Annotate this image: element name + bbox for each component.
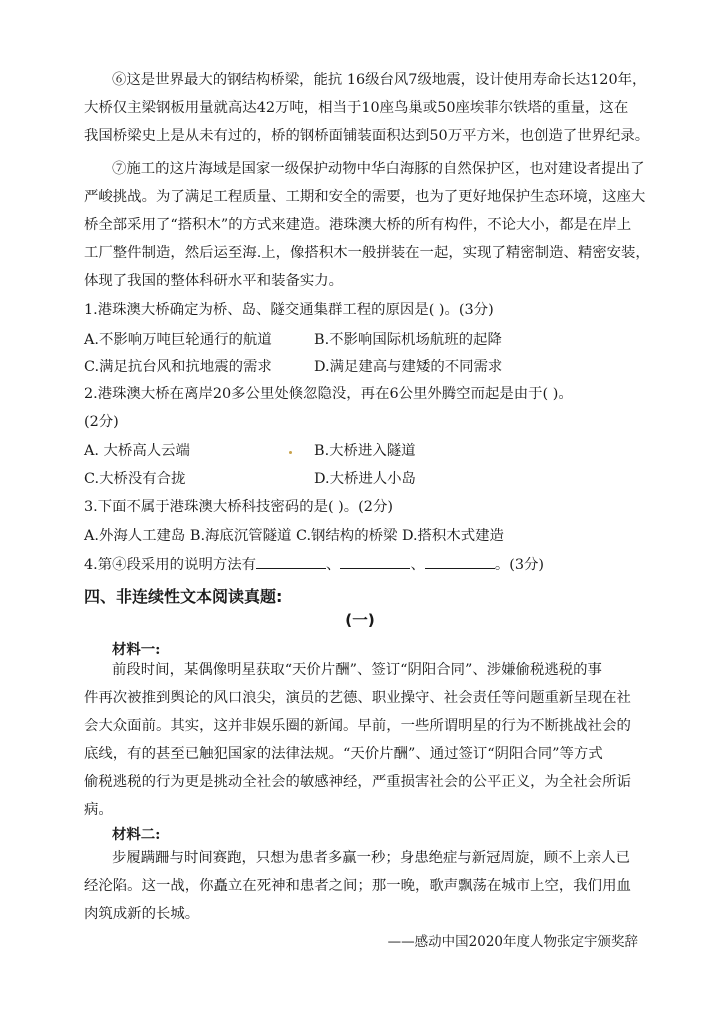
question-2-option-d: D.大桥进人小岛 — [314, 471, 416, 487]
question-1-option-c: C.满足抗台风和抗地震的需求 — [84, 359, 272, 375]
text-line: ⑦施工的这片海域是国家一级保护动物中华白海豚的自然保护区，也对建设者提出了 — [112, 161, 645, 177]
separator: 、 — [410, 557, 425, 573]
question-2-score: (2分) — [84, 414, 119, 430]
award-signature: ——感动中国2020年度人物张定宇颁奖辞 — [387, 934, 638, 950]
text-line: 步履蹒跚与时间赛跑，只想为患者多赢一秒；身患绝症与新冠周旋，顾不上亲人已 — [112, 850, 631, 866]
material-2-text — [84, 844, 640, 928]
text-line: 病。 — [84, 802, 113, 818]
question-4-suffix: 。(3分) — [494, 557, 545, 573]
text-line: 前段时间，某偶像明星获取“天价片酬”、签订“阴阳合同”、涉嫌偷税逃税的事 — [112, 662, 602, 678]
question-2-option-b: B.大桥进入隧道 — [314, 443, 416, 459]
text-line: 大桥仅主梁钢板用量就高达42万吨，相当于10座鸟巢或50座埃菲尔铁塔的重量，这在 — [84, 100, 629, 116]
question-3-options: A.外海人工建岛 B.海底沉管隧道 C.钢结构的桥梁 D.搭积木式建造 — [84, 528, 504, 544]
question-2-option-a: A. 大桥高人云端 — [84, 443, 190, 459]
subsection-heading: (一) — [345, 611, 375, 629]
text-line: 经沦陷。这一战，你矗立在死神和患者之间；那一晚，歌声飘荡在城市上空，我们用血 — [84, 878, 631, 894]
section-heading: 四、非连续性文本阅读真题: — [84, 587, 283, 606]
material-1-text — [84, 656, 640, 824]
question-4 — [84, 554, 544, 575]
answer-blank-3[interactable] — [425, 554, 495, 569]
question-1-option-a: A.不影响万吨巨轮通行的航道 — [84, 332, 272, 348]
question-2-option-c: C.大桥没有合拢 — [84, 471, 186, 487]
text-line: 偷税逃税的行为更是挑动全社会的敏感神经，严重损害社会的公平正义，为全社会所诟 — [84, 774, 631, 790]
paragraph-6 — [84, 66, 650, 150]
question-4-prefix: 4.第④段采用的说明方法有 — [84, 557, 257, 573]
separator: 、 — [326, 557, 341, 573]
material-2-label: 材料二: — [112, 826, 161, 843]
material-1-label: 材料一: — [112, 641, 161, 658]
text-line: 体现了我国的整体科研水平和装备实力。 — [84, 273, 344, 289]
question-3-stem: 3.下面不属于港珠澳大桥科技密码的是( )。(2分) — [84, 499, 393, 515]
text-line: 肉筑成新的长城。 — [84, 906, 200, 922]
answer-blank-2[interactable] — [340, 554, 410, 569]
answer-blank-1[interactable] — [256, 554, 326, 569]
ink-dot — [289, 451, 292, 454]
text-line: 会大众面前。其实，这并非娱乐圈的新闻。早前，一些所谓明星的行为不断挑战社会的 — [84, 718, 631, 734]
text-line: 桥全部采用了“搭积木”的方式来建造。港珠澳大桥的所有构件，不论大小，都是在岸上 — [84, 217, 632, 233]
text-line: 我国桥梁史上是从未有过的，桥的钢桥面铺装面积达到50万平方米，也创造了世界纪录。 — [84, 128, 650, 144]
question-2-stem: 2.港珠澳大桥在离岸20多公里处倏忽隐没，再在6公里外腾空而起是由于( )。 — [84, 386, 573, 402]
text-line: 工厂整件制造，然后运至海.上，像搭积木一般拼装在一起，实现了精密制造、精密安装， — [84, 245, 650, 261]
text-line: 件再次被推到舆论的风口浪尖，演员的艺德、职业操守、社会责任等问题重新呈现在社 — [84, 690, 631, 706]
text-line: 严峻挑战。为了满足工程质量、工期和安全的需要，也为了更好地保护生态环境，这座大 — [84, 189, 646, 205]
question-1-option-b: B.不影响国际机场航班的起降 — [314, 332, 502, 348]
text-line: 底线，有的甚至已触犯国家的法律法规。“天价片酬”、通过签订“阴阳合同”等方式 — [84, 746, 603, 762]
question-1-option-d: D.满足建高与建矮的不同需求 — [314, 359, 503, 375]
text-line: ⑥这是世界最大的钢结构桥梁，能抗 16级台风7级地震，设计使用寿命长达120年， — [112, 72, 647, 88]
paragraph-7 — [84, 155, 650, 295]
question-1-stem: 1.港珠澳大桥确定为桥、岛、隧交通集群工程的原因是( )。(3分) — [84, 302, 494, 318]
